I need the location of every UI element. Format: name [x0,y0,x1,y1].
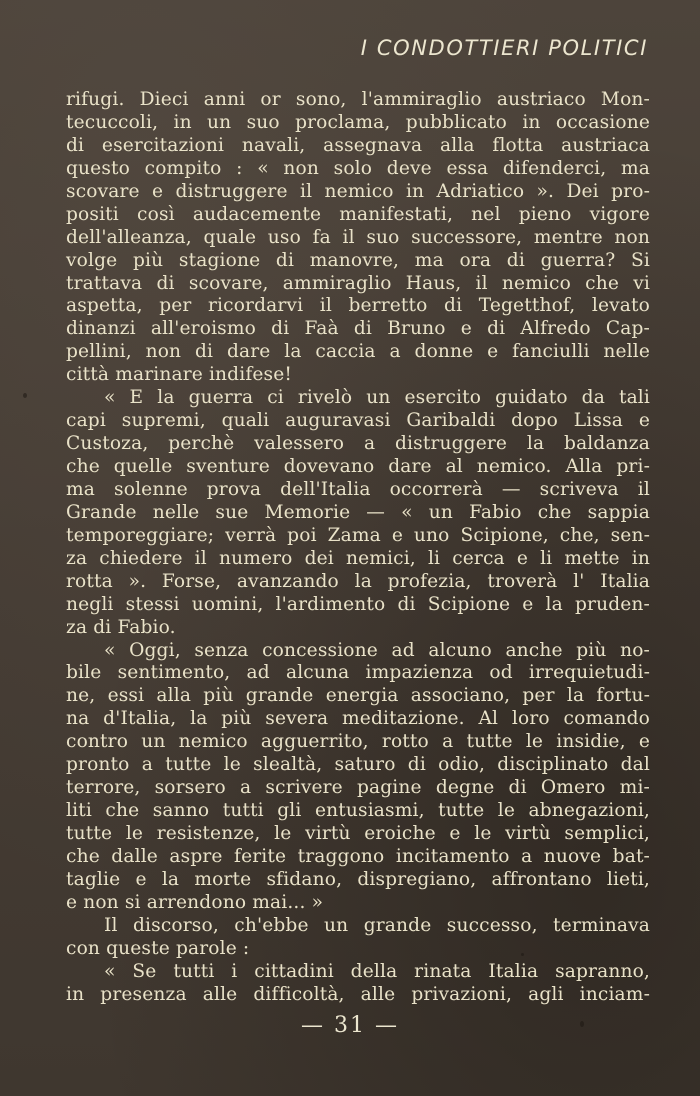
paper-speck [521,953,524,956]
text-line: Custoza, perchè valessero a distruggere la baldanza [66,433,650,455]
text-line: negli stessi uomini, l'ardimento di Scipione e la pruden- [66,593,650,615]
text-line: rifugi. Dieci anni or sono, l'ammiraglio austriaco Mon- [66,89,650,110]
text-line: ma solenne prova dell'Italia occorrerà — scriveva il [66,478,650,500]
text-line: contro un nemico agguerrito, rotto a tutte le insidie, e [66,731,650,753]
text-line: che dalle aspre ferite traggono incitamento a nuove bat- [66,845,650,867]
text-line: e non si arrendono mai... » [66,891,324,913]
text-line: temporeggiare; verrà poi Zama e uno Scipione, che, sen- [66,524,650,546]
body-text [66,89,650,1007]
text-line: aspetta, per ricordarvi il berretto di Tegetthof, levato [66,295,650,317]
paper-speck [23,393,27,398]
text-line: di esercitazioni navali, assegnava alla flotta austriaca [66,134,650,156]
text-line: liti che sanno tutti gli entusiasmi, tutte le abnegazioni, [66,800,650,822]
text-line: tecuccoli, in un suo proclama, pubblicato in occasione [66,111,650,133]
text-line: con queste parole : [66,937,250,959]
text-line: Il discorso, ch'ebbe un grande successo, terminava [104,914,650,936]
text-line: Grande nelle sue Memorie — « un Fabio che sappia [66,501,650,523]
text-line: scovare e distruggere il nemico in Adriatico ». Dei pro- [66,180,650,202]
text-line: positi così audacemente manifestati, nel pieno vigore [66,203,650,225]
text-line: che quelle sventure dovevano dare al nemico. Alla pri- [66,456,650,477]
text-line: pellini, non di dare la caccia a donne e fanciulli nelle [66,341,650,363]
text-line: volge più stagione di manovre, ma ora di guerra? Si [66,249,650,271]
text-line: « Se tutti i cittadini della rinata Italia sapranno, [104,960,650,982]
text-line: dell'alleanza, quale uso fa il suo successore, mentre non [66,226,650,248]
text-line: pronto a tutte le slealtà, saturo di odio, disciplinato dal [66,754,650,776]
text-line: città marinare indifese! [66,364,292,386]
text-line: terrore, sorsero a scrivere pagine degne di Omero mi- [66,777,650,799]
text-line: in presenza alle difficoltà, alle privazioni, agli inciam- [66,983,650,1005]
text-line: taglie e la morte sfidano, dispregiano, affrontano lieti, [66,868,650,890]
text-line: « E la guerra ci rivelò un esercito guidato da tali [104,387,650,409]
paper-speck [580,1021,584,1027]
text-line: questo compito : « non solo deve essa difenderci, ma [66,157,650,179]
page-number: — 31 — [301,1013,399,1038]
text-line: dinanzi all'eroismo di Faà di Bruno e di Alfredo Cap- [66,318,650,340]
text-line: bile sentimento, ad alcuna impazienza od irrequietudi- [66,662,650,684]
text-line: « Oggi, senza concessione ad alcuno anche più no- [104,639,650,661]
text-line: na d'Italia, la più severa meditazione. Al loro comando [66,708,650,730]
text-line: za di Fabio. [66,616,176,638]
text-line: trattava di scovare, ammiraglio Haus, il nemico che vi [66,272,650,294]
text-line: ne, essi alla più grande energia associano, per la fortu- [66,685,650,707]
text-line: tutte le resistenze, le virtù eroiche e le virtù semplici, [66,823,650,844]
running-title: I CONDOTTIERI POLITICI [360,36,648,60]
text-line: za chiedere il numero dei nemici, li cerca e li mette in [66,547,650,569]
text-line: rotta ». Forse, avanzando la profezia, troverà l' Italia [66,570,650,592]
text-line: capi supremi, quali auguravasi Garibaldi dopo Lissa e [66,410,650,432]
